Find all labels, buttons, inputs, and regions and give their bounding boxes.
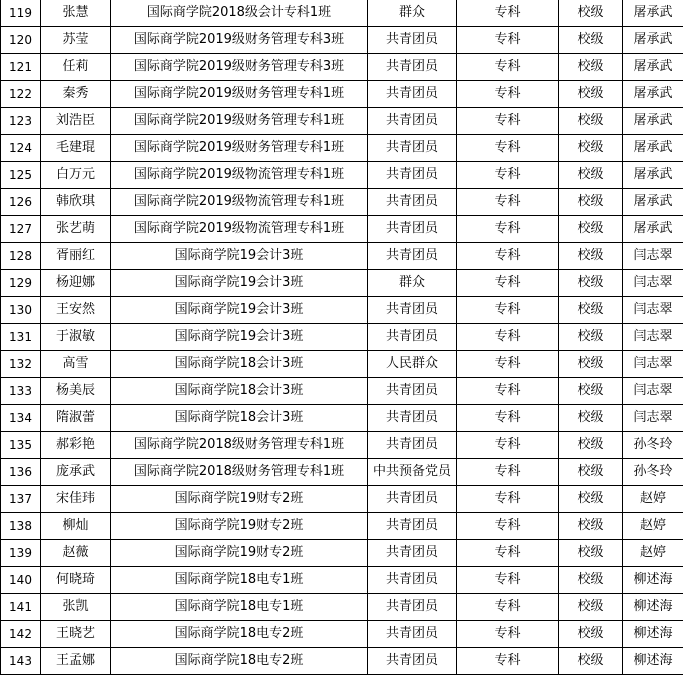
award-level-cell: 校级 <box>559 486 623 513</box>
table-row <box>1 162 683 189</box>
political-status-cell: 共青团员 <box>368 432 457 459</box>
political-status-cell: 群众 <box>368 0 457 27</box>
class-name-cell: 国际商学院2019级财务管理专科1班 <box>111 81 368 108</box>
student-name-cell: 于淑敏 <box>41 324 111 351</box>
table-row <box>1 405 683 432</box>
student-name-cell: 杨美辰 <box>41 378 111 405</box>
row-number-cell: 135 <box>1 432 41 459</box>
award-level-cell: 校级 <box>559 324 623 351</box>
political-status-cell: 共青团员 <box>368 513 457 540</box>
political-status-cell: 共青团员 <box>368 648 457 675</box>
row-number-cell: 138 <box>1 513 41 540</box>
award-level-cell: 校级 <box>559 594 623 621</box>
class-name-cell: 国际商学院18会计3班 <box>111 378 368 405</box>
row-number-cell: 119 <box>1 0 41 27</box>
advisor-name-cell: 闫志翠 <box>623 324 683 351</box>
table-row <box>1 54 683 81</box>
class-name-cell: 国际商学院19财专2班 <box>111 540 368 567</box>
award-level-cell: 校级 <box>559 567 623 594</box>
class-name-cell: 国际商学院18会计3班 <box>111 351 368 378</box>
award-level-cell: 校级 <box>559 648 623 675</box>
student-name-cell: 张慧 <box>41 0 111 27</box>
row-number-cell: 140 <box>1 567 41 594</box>
table-row <box>1 135 683 162</box>
education-level-cell: 专科 <box>457 135 559 162</box>
political-status-cell: 共青团员 <box>368 162 457 189</box>
class-name-cell: 国际商学院19会计3班 <box>111 297 368 324</box>
table-row <box>1 540 683 567</box>
table-row <box>1 27 683 54</box>
advisor-name-cell: 闫志翠 <box>623 297 683 324</box>
education-level-cell: 专科 <box>457 0 559 27</box>
student-name-cell: 王孟娜 <box>41 648 111 675</box>
advisor-name-cell: 屠承武 <box>623 216 683 243</box>
student-name-cell: 任莉 <box>41 54 111 81</box>
education-level-cell: 专科 <box>457 621 559 648</box>
political-status-cell: 中共预备党员 <box>368 459 457 486</box>
student-name-cell: 宋佳玮 <box>41 486 111 513</box>
advisor-name-cell: 屠承武 <box>623 108 683 135</box>
award-level-cell: 校级 <box>559 189 623 216</box>
table-row <box>1 324 683 351</box>
advisor-name-cell: 赵婷 <box>623 513 683 540</box>
class-name-cell: 国际商学院2018级财务管理专科1班 <box>111 459 368 486</box>
class-name-cell: 国际商学院2019级物流管理专科1班 <box>111 189 368 216</box>
student-name-cell: 张凯 <box>41 594 111 621</box>
award-level-cell: 校级 <box>559 135 623 162</box>
political-status-cell: 共青团员 <box>368 243 457 270</box>
education-level-cell: 专科 <box>457 108 559 135</box>
advisor-name-cell: 赵婷 <box>623 540 683 567</box>
award-level-cell: 校级 <box>559 81 623 108</box>
row-number-cell: 125 <box>1 162 41 189</box>
education-level-cell: 专科 <box>457 351 559 378</box>
award-level-cell: 校级 <box>559 405 623 432</box>
advisor-name-cell: 柳述海 <box>623 567 683 594</box>
education-level-cell: 专科 <box>457 567 559 594</box>
row-number-cell: 139 <box>1 540 41 567</box>
education-level-cell: 专科 <box>457 405 559 432</box>
education-level-cell: 专科 <box>457 486 559 513</box>
table-row <box>1 486 683 513</box>
advisor-name-cell: 柳述海 <box>623 621 683 648</box>
student-name-cell: 赵薇 <box>41 540 111 567</box>
education-level-cell: 专科 <box>457 27 559 54</box>
table-row <box>1 567 683 594</box>
class-name-cell: 国际商学院2019级财务管理专科3班 <box>111 54 368 81</box>
award-level-cell: 校级 <box>559 0 623 27</box>
row-number-cell: 129 <box>1 270 41 297</box>
advisor-name-cell: 屠承武 <box>623 135 683 162</box>
award-level-cell: 校级 <box>559 162 623 189</box>
political-status-cell: 共青团员 <box>368 54 457 81</box>
education-level-cell: 专科 <box>457 540 559 567</box>
political-status-cell: 共青团员 <box>368 216 457 243</box>
table-row <box>1 648 683 675</box>
table-row <box>1 621 683 648</box>
row-number-cell: 143 <box>1 648 41 675</box>
advisor-name-cell: 屠承武 <box>623 54 683 81</box>
education-level-cell: 专科 <box>457 459 559 486</box>
advisor-name-cell: 赵婷 <box>623 486 683 513</box>
student-name-cell: 白万元 <box>41 162 111 189</box>
table-row <box>1 513 683 540</box>
education-level-cell: 专科 <box>457 54 559 81</box>
education-level-cell: 专科 <box>457 648 559 675</box>
row-number-cell: 134 <box>1 405 41 432</box>
award-level-cell: 校级 <box>559 540 623 567</box>
student-name-cell: 庞承武 <box>41 459 111 486</box>
class-name-cell: 国际商学院2018级会计专科1班 <box>111 0 368 27</box>
table-row <box>1 378 683 405</box>
education-level-cell: 专科 <box>457 594 559 621</box>
table-row <box>1 108 683 135</box>
award-level-cell: 校级 <box>559 351 623 378</box>
class-name-cell: 国际商学院18电专2班 <box>111 648 368 675</box>
row-number-cell: 131 <box>1 324 41 351</box>
education-level-cell: 专科 <box>457 324 559 351</box>
row-number-cell: 130 <box>1 297 41 324</box>
row-number-cell: 122 <box>1 81 41 108</box>
row-number-cell: 133 <box>1 378 41 405</box>
class-name-cell: 国际商学院2019级物流管理专科1班 <box>111 162 368 189</box>
class-name-cell: 国际商学院2019级财务管理专科1班 <box>111 108 368 135</box>
advisor-name-cell: 屠承武 <box>623 81 683 108</box>
political-status-cell: 共青团员 <box>368 189 457 216</box>
table-row <box>1 270 683 297</box>
class-name-cell: 国际商学院18电专1班 <box>111 567 368 594</box>
student-name-cell: 隋淑蕾 <box>41 405 111 432</box>
education-level-cell: 专科 <box>457 378 559 405</box>
row-number-cell: 137 <box>1 486 41 513</box>
row-number-cell: 123 <box>1 108 41 135</box>
political-status-cell: 共青团员 <box>368 567 457 594</box>
political-status-cell: 共青团员 <box>368 108 457 135</box>
row-number-cell: 128 <box>1 243 41 270</box>
class-name-cell: 国际商学院18电专2班 <box>111 621 368 648</box>
class-name-cell: 国际商学院2019级物流管理专科1班 <box>111 216 368 243</box>
student-name-cell: 胥丽红 <box>41 243 111 270</box>
political-status-cell: 群众 <box>368 270 457 297</box>
advisor-name-cell: 闫志翠 <box>623 405 683 432</box>
political-status-cell: 共青团员 <box>368 486 457 513</box>
political-status-cell: 共青团员 <box>368 27 457 54</box>
row-number-cell: 141 <box>1 594 41 621</box>
advisor-name-cell: 孙冬玲 <box>623 432 683 459</box>
class-name-cell: 国际商学院19会计3班 <box>111 324 368 351</box>
row-number-cell: 142 <box>1 621 41 648</box>
advisor-name-cell: 柳述海 <box>623 648 683 675</box>
political-status-cell: 共青团员 <box>368 540 457 567</box>
table-row <box>1 594 683 621</box>
award-level-cell: 校级 <box>559 297 623 324</box>
award-level-cell: 校级 <box>559 621 623 648</box>
advisor-name-cell: 柳述海 <box>623 594 683 621</box>
student-name-cell: 苏莹 <box>41 27 111 54</box>
class-name-cell: 国际商学院2019级财务管理专科3班 <box>111 27 368 54</box>
advisor-name-cell: 孙冬玲 <box>623 459 683 486</box>
award-level-cell: 校级 <box>559 54 623 81</box>
education-level-cell: 专科 <box>457 162 559 189</box>
student-name-cell: 王晓艺 <box>41 621 111 648</box>
student-name-cell: 何晓琦 <box>41 567 111 594</box>
award-level-cell: 校级 <box>559 513 623 540</box>
award-level-cell: 校级 <box>559 243 623 270</box>
student-name-cell: 高雪 <box>41 351 111 378</box>
student-name-cell: 秦秀 <box>41 81 111 108</box>
row-number-cell: 136 <box>1 459 41 486</box>
row-number-cell: 121 <box>1 54 41 81</box>
education-level-cell: 专科 <box>457 81 559 108</box>
advisor-name-cell: 闫志翠 <box>623 243 683 270</box>
advisor-name-cell: 闫志翠 <box>623 378 683 405</box>
row-number-cell: 124 <box>1 135 41 162</box>
class-name-cell: 国际商学院2019级财务管理专科1班 <box>111 135 368 162</box>
student-name-cell: 刘浩臣 <box>41 108 111 135</box>
student-name-cell: 毛建琨 <box>41 135 111 162</box>
class-name-cell: 国际商学院19财专2班 <box>111 513 368 540</box>
education-level-cell: 专科 <box>457 189 559 216</box>
education-level-cell: 专科 <box>457 216 559 243</box>
political-status-cell: 共青团员 <box>368 594 457 621</box>
table-row <box>1 459 683 486</box>
political-status-cell: 共青团员 <box>368 81 457 108</box>
table-row <box>1 81 683 108</box>
advisor-name-cell: 闫志翠 <box>623 351 683 378</box>
table-row <box>1 351 683 378</box>
advisor-name-cell: 屠承武 <box>623 0 683 27</box>
table-row <box>1 189 683 216</box>
row-number-cell: 120 <box>1 27 41 54</box>
table-row <box>1 216 683 243</box>
award-level-cell: 校级 <box>559 216 623 243</box>
education-level-cell: 专科 <box>457 297 559 324</box>
table-row <box>1 243 683 270</box>
award-level-cell: 校级 <box>559 270 623 297</box>
advisor-name-cell: 屠承武 <box>623 162 683 189</box>
class-name-cell: 国际商学院2018级财务管理专科1班 <box>111 432 368 459</box>
political-status-cell: 共青团员 <box>368 405 457 432</box>
education-level-cell: 专科 <box>457 243 559 270</box>
student-name-cell: 柳灿 <box>41 513 111 540</box>
award-level-cell: 校级 <box>559 27 623 54</box>
education-level-cell: 专科 <box>457 432 559 459</box>
student-name-cell: 张艺萌 <box>41 216 111 243</box>
political-status-cell: 共青团员 <box>368 297 457 324</box>
student-name-cell: 郝彩艳 <box>41 432 111 459</box>
award-level-cell: 校级 <box>559 378 623 405</box>
table-row <box>1 432 683 459</box>
row-number-cell: 132 <box>1 351 41 378</box>
class-name-cell: 国际商学院19会计3班 <box>111 270 368 297</box>
class-name-cell: 国际商学院19财专2班 <box>111 486 368 513</box>
political-status-cell: 共青团员 <box>368 621 457 648</box>
award-level-cell: 校级 <box>559 108 623 135</box>
student-name-cell: 韩欣琪 <box>41 189 111 216</box>
student-name-cell: 杨迎娜 <box>41 270 111 297</box>
table-body <box>1 0 683 675</box>
political-status-cell: 共青团员 <box>368 135 457 162</box>
class-name-cell: 国际商学院19会计3班 <box>111 243 368 270</box>
student-name-cell: 王安然 <box>41 297 111 324</box>
advisor-name-cell: 闫志翠 <box>623 270 683 297</box>
political-status-cell: 共青团员 <box>368 324 457 351</box>
row-number-cell: 127 <box>1 216 41 243</box>
class-name-cell: 国际商学院18会计3班 <box>111 405 368 432</box>
table-row <box>1 297 683 324</box>
education-level-cell: 专科 <box>457 270 559 297</box>
class-name-cell: 国际商学院18电专1班 <box>111 594 368 621</box>
advisor-name-cell: 屠承武 <box>623 27 683 54</box>
award-level-cell: 校级 <box>559 432 623 459</box>
political-status-cell: 人民群众 <box>368 351 457 378</box>
political-status-cell: 共青团员 <box>368 378 457 405</box>
education-level-cell: 专科 <box>457 513 559 540</box>
row-number-cell: 126 <box>1 189 41 216</box>
advisor-name-cell: 屠承武 <box>623 189 683 216</box>
table-row <box>1 0 683 27</box>
award-level-cell: 校级 <box>559 459 623 486</box>
